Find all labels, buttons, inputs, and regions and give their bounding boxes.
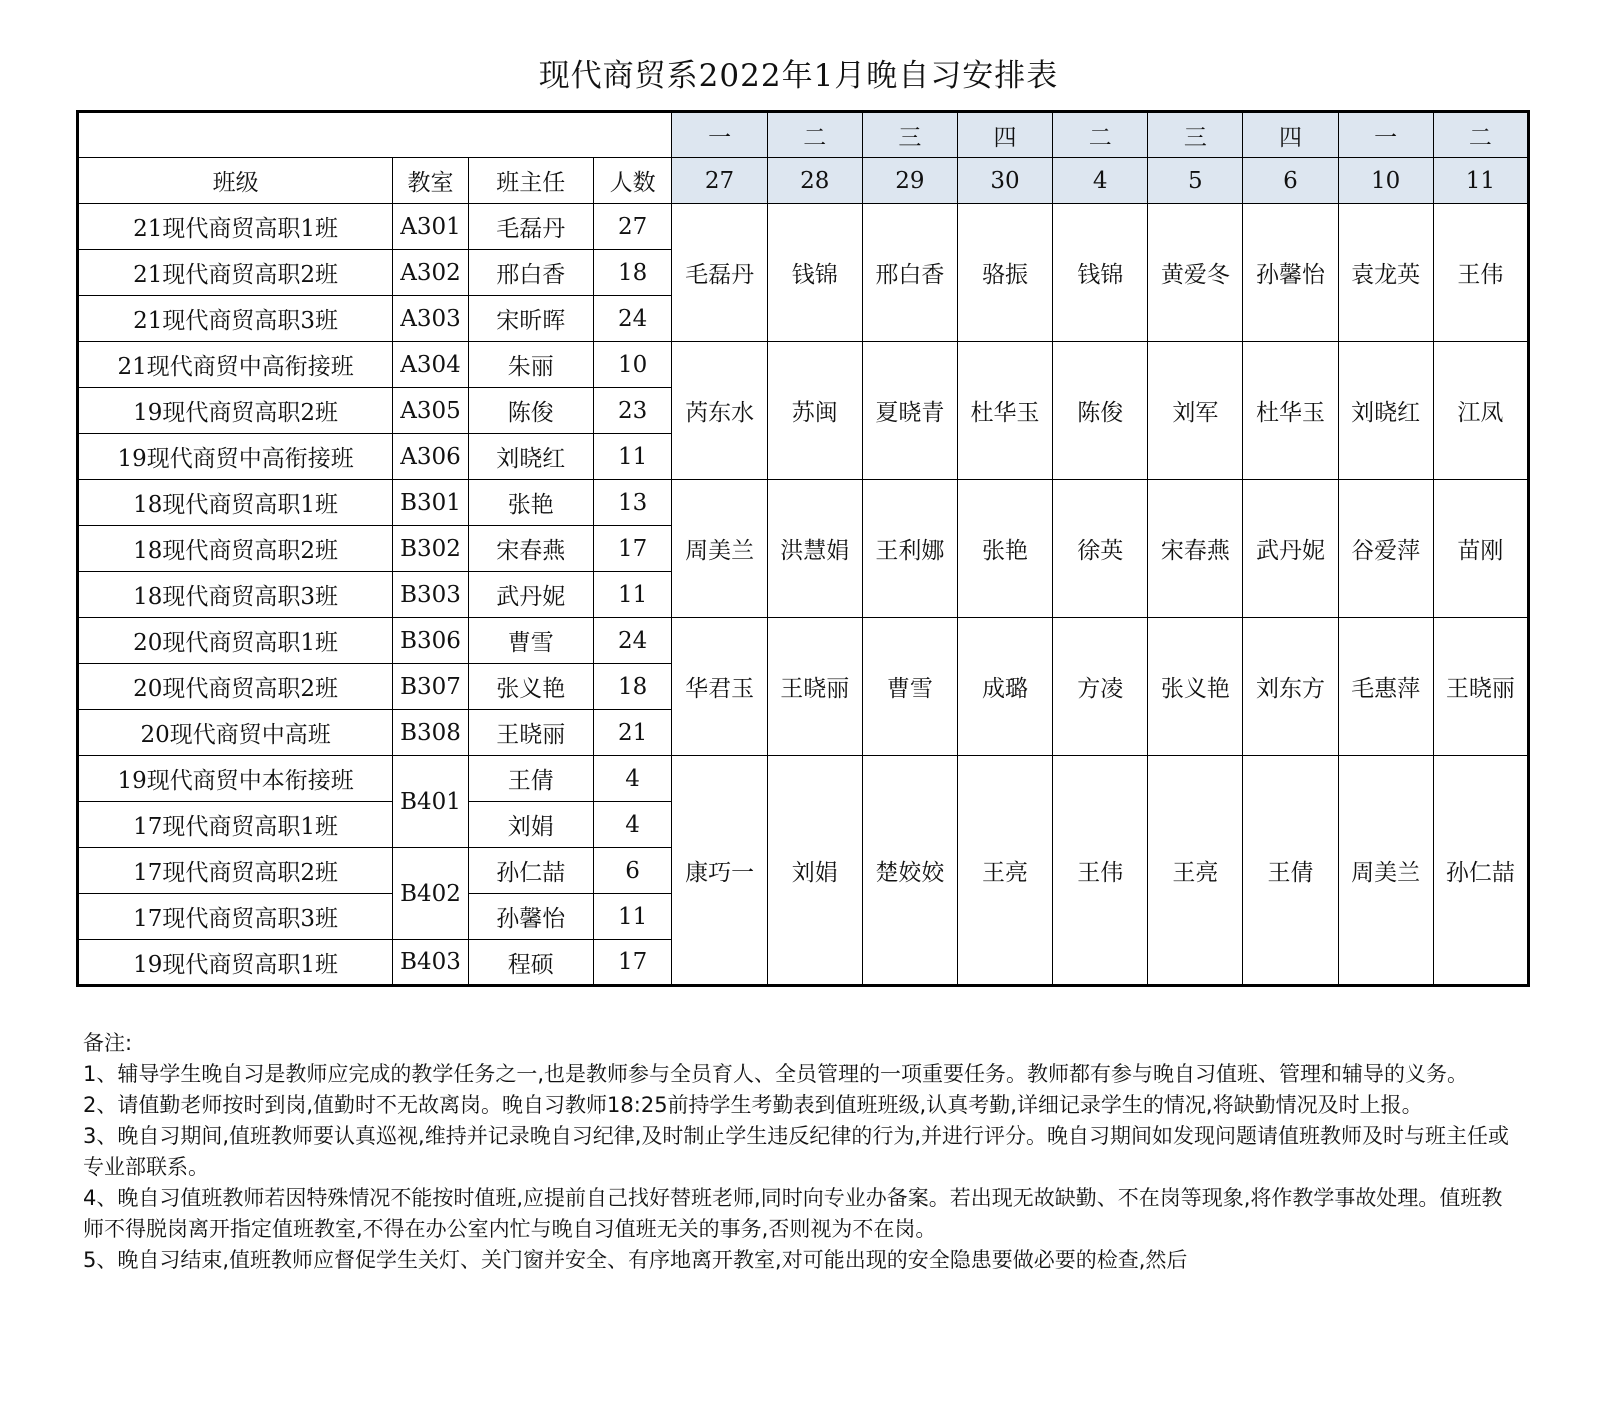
duty-teacher-cell: 苏闽 [767,342,862,480]
note-item: 1、辅导学生晚自习是教师应完成的教学任务之一,也是教师参与全员育人、全员管理的一项重要任务。教师都有参与晚自习值班、管理和辅导的义务。 [83,1062,1469,1086]
class-name-cell: 21现代商贸中高衔接班 [78,342,393,388]
weekday-cell: 三 [1148,112,1243,158]
count-cell: 18 [593,664,672,710]
head-teacher-cell: 张艳 [468,480,593,526]
head-teacher-cell: 张义艳 [468,664,593,710]
class-name-cell: 19现代商贸高职1班 [78,940,393,986]
class-name-cell: 18现代商贸高职1班 [78,480,393,526]
head-teacher-cell: 孙仁喆 [468,848,593,894]
table-row [78,480,1529,526]
head-teacher-cell: 程硕 [468,940,593,986]
date-cell: 29 [862,158,957,204]
date-cell: 5 [1148,158,1243,204]
note-item: 4、晚自习值班教师若因特殊情况不能按时值班,应提前自己找好替班老师,同时向专业办备案。若出现无故缺勤、不在岗等现象,将作教学事故处理。值班教师不得脱岗离开指定值班教室,不得在办公室内忙与晚自习值班无关的事务,否则视为不在岗。 [83,1186,1503,1241]
count-cell: 6 [593,848,672,894]
duty-teacher-cell: 洪慧娟 [767,480,862,618]
count-cell: 24 [593,296,672,342]
class-name-cell: 18现代商贸高职3班 [78,572,393,618]
duty-teacher-cell: 王伟 [1053,756,1148,986]
weekday-cell: 四 [957,112,1052,158]
duty-teacher-cell: 杜华玉 [1243,342,1338,480]
duty-teacher-cell: 武丹妮 [1243,480,1338,618]
head-teacher-cell: 朱丽 [468,342,593,388]
count-cell: 4 [593,802,672,848]
count-cell: 21 [593,710,672,756]
notes-section [83,1028,1523,1388]
class-name-cell: 20现代商贸高职2班 [78,664,393,710]
head-teacher-cell: 陈俊 [468,388,593,434]
class-name-cell: 19现代商贸高职2班 [78,388,393,434]
class-name-cell: 21现代商贸高职3班 [78,296,393,342]
weekday-cell: 二 [1433,112,1528,158]
duty-teacher-cell: 钱锦 [767,204,862,342]
duty-teacher-cell: 张艳 [957,480,1052,618]
duty-teacher-cell: 王亮 [957,756,1052,986]
room-cell: B403 [393,940,469,986]
room-cell: B307 [393,664,469,710]
duty-teacher-cell: 楚姣姣 [862,756,957,986]
head-teacher-cell: 孙馨怡 [468,894,593,940]
duty-teacher-cell: 王晓丽 [1433,618,1528,756]
duty-teacher-cell: 徐英 [1053,480,1148,618]
class-name-cell: 20现代商贸中高班 [78,710,393,756]
room-cell: A305 [393,388,469,434]
note-item: 3、晚自习期间,值班教师要认真巡视,维持并记录晚自习纪律,及时制止学生违反纪律的行为,并进行评分。晚自习期间如发现问题请值班教师及时与班主任或专业部联系。 [83,1124,1510,1179]
duty-teacher-cell: 张义艳 [1148,618,1243,756]
room-cell: B308 [393,710,469,756]
room-cell: B301 [393,480,469,526]
table-row [78,618,1529,664]
duty-teacher-cell: 刘东方 [1243,618,1338,756]
duty-teacher-cell: 王晓丽 [767,618,862,756]
head-teacher-cell: 王倩 [468,756,593,802]
date-cell: 27 [672,158,767,204]
date-cell: 28 [767,158,862,204]
head-teacher-cell: 武丹妮 [468,572,593,618]
room-cell: B303 [393,572,469,618]
count-cell: 17 [593,526,672,572]
class-name-cell: 19现代商贸中本衔接班 [78,756,393,802]
room-cell: B401 [393,756,469,848]
duty-teacher-cell: 刘晓红 [1338,342,1433,480]
head-teacher-cell: 曹雪 [468,618,593,664]
duty-teacher-cell: 谷爱萍 [1338,480,1433,618]
page-title: 现代商贸系2022年1月晚自习安排表 [538,58,1059,94]
count-cell: 11 [593,434,672,480]
notes-heading: 备注: [83,1031,133,1055]
head-teacher-cell: 宋昕晖 [468,296,593,342]
class-name-cell: 18现代商贸高职2班 [78,526,393,572]
class-name-cell: 19现代商贸中高衔接班 [78,434,393,480]
table-row [78,204,1529,250]
duty-teacher-cell: 王利娜 [862,480,957,618]
class-name-cell: 21现代商贸高职1班 [78,204,393,250]
head-teacher-cell: 宋春燕 [468,526,593,572]
head-teacher-cell: 刘娟 [468,802,593,848]
duty-teacher-cell: 曹雪 [862,618,957,756]
duty-teacher-cell: 王伟 [1433,204,1528,342]
count-cell: 4 [593,756,672,802]
room-cell: B402 [393,848,469,940]
room-cell: A304 [393,342,469,388]
duty-teacher-cell: 康巧一 [672,756,767,986]
duty-teacher-cell: 周美兰 [1338,756,1433,986]
date-cell: 4 [1053,158,1148,204]
date-cell: 30 [957,158,1052,204]
duty-teacher-cell: 骆振 [957,204,1052,342]
room-cell: B306 [393,618,469,664]
duty-teacher-cell: 方凌 [1053,618,1148,756]
duty-teacher-cell: 苗刚 [1433,480,1528,618]
count-cell: 27 [593,204,672,250]
duty-teacher-cell: 毛惠萍 [1338,618,1433,756]
weekday-row [78,112,1529,158]
count-cell: 18 [593,250,672,296]
room-cell: B302 [393,526,469,572]
duty-teacher-cell: 宋春燕 [1148,480,1243,618]
weekday-cell: 三 [862,112,957,158]
room-cell: A302 [393,250,469,296]
count-cell: 13 [593,480,672,526]
note-item: 5、晚自习结束,值班教师应督促学生关灯、关门窗并安全、有序地离开教室,对可能出现的安全隐患要做必要的检查,然后 [83,1248,1188,1272]
duty-teacher-cell: 毛磊丹 [672,204,767,342]
class-name-cell: 17现代商贸高职2班 [78,848,393,894]
head-teacher-cell: 毛磊丹 [468,204,593,250]
duty-teacher-cell: 黄爱冬 [1148,204,1243,342]
weekday-cell: 四 [1243,112,1338,158]
room-cell: A303 [393,296,469,342]
duty-teacher-cell: 王倩 [1243,756,1338,986]
date-cell: 10 [1338,158,1433,204]
table-row [78,756,1529,802]
class-name-cell: 17现代商贸高职3班 [78,894,393,940]
room-cell: A306 [393,434,469,480]
duty-teacher-cell: 王亮 [1148,756,1243,986]
weekday-cell: 一 [1338,112,1433,158]
table-row [78,342,1529,388]
duty-teacher-cell: 钱锦 [1053,204,1148,342]
room-header: 教室 [393,158,469,204]
note-item: 2、请值勤老师按时到岗,值勤时不无故离岗。晚自习教师18:25前持学生考勤表到值班班级,认真考勤,详细记录学生的情况,将缺勤情况及时上报。 [83,1093,1423,1117]
duty-teacher-cell: 杜华玉 [957,342,1052,480]
room-cell: A301 [393,204,469,250]
class-name-cell: 20现代商贸高职1班 [78,618,393,664]
weekday-cell: 二 [1053,112,1148,158]
weekday-cell: 二 [767,112,862,158]
duty-teacher-cell: 华君玉 [672,618,767,756]
duty-teacher-cell: 孙仁喆 [1433,756,1528,986]
date-cell: 6 [1243,158,1338,204]
schedule-table [76,110,1530,987]
duty-teacher-cell: 陈俊 [1053,342,1148,480]
duty-teacher-cell: 孙馨怡 [1243,204,1338,342]
class-name-cell: 21现代商贸高职2班 [78,250,393,296]
weekday-cell: 一 [672,112,767,158]
duty-teacher-cell: 江凤 [1433,342,1528,480]
head-teacher-header: 班主任 [468,158,593,204]
count-cell: 23 [593,388,672,434]
duty-teacher-cell: 袁龙英 [1338,204,1433,342]
count-cell: 17 [593,940,672,986]
duty-teacher-cell: 周美兰 [672,480,767,618]
duty-teacher-cell: 邢白香 [862,204,957,342]
date-cell: 11 [1433,158,1528,204]
duty-teacher-cell: 夏晓青 [862,342,957,480]
count-cell: 10 [593,342,672,388]
count-cell: 11 [593,572,672,618]
duty-teacher-cell: 刘娟 [767,756,862,986]
class-header: 班级 [78,158,393,204]
count-cell: 11 [593,894,672,940]
duty-teacher-cell: 刘军 [1148,342,1243,480]
header-row [78,158,1529,204]
head-teacher-cell: 刘晓红 [468,434,593,480]
count-header: 人数 [593,158,672,204]
class-name-cell: 17现代商贸高职1班 [78,802,393,848]
head-teacher-cell: 王晓丽 [468,710,593,756]
blank-header-cell [78,112,672,158]
count-cell: 24 [593,618,672,664]
duty-teacher-cell: 成璐 [957,618,1052,756]
duty-teacher-cell: 芮东水 [672,342,767,480]
head-teacher-cell: 邢白香 [468,250,593,296]
